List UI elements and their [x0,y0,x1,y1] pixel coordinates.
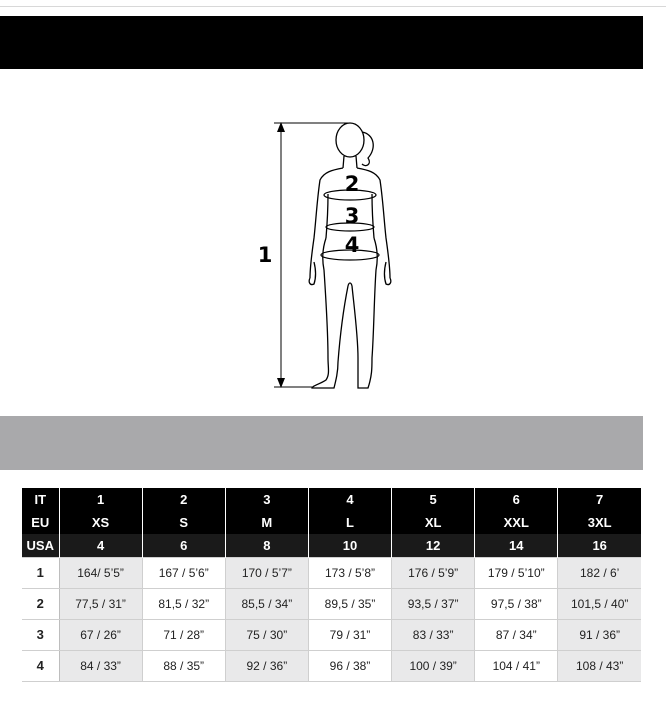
woman-silhouette-diagram [250,110,410,400]
table-cell: 93,5 / 37” [392,588,475,619]
header-cell: 14 [475,534,558,557]
table-cell: 92 / 36” [225,650,308,681]
label-4: 4 [344,233,360,257]
header-row-usa [22,534,641,557]
table-cell: 167 / 5’6” [142,557,225,588]
row-label: USA [22,534,59,557]
table-cell: 101,5 / 40” [558,588,641,619]
table-cell: 81,5 / 32” [142,588,225,619]
row-label: IT [22,488,59,511]
header-cell: 7 [558,488,641,511]
table-cell: 85,5 / 34” [225,588,308,619]
header-cell: 3XL [558,511,641,534]
table-cell: 88 / 35” [142,650,225,681]
header-cell: 3 [225,488,308,511]
header-cell: 4 [59,534,142,557]
label-2: 2 [344,172,360,196]
table-row [22,619,641,650]
header-cell: L [308,511,391,534]
table-cell: 179 / 5’10” [475,557,558,588]
header-cell: 8 [225,534,308,557]
top-divider [0,6,666,7]
header-row-it [22,488,641,511]
header-cell: 5 [392,488,475,511]
table-row [22,557,641,588]
table-cell: 176 / 5’9” [392,557,475,588]
header-cell: XL [392,511,475,534]
header-cell: 12 [392,534,475,557]
table-cell: 170 / 5’7” [225,557,308,588]
header-cell: 10 [308,534,391,557]
table-cell: 97,5 / 38” [475,588,558,619]
row-label: 4 [22,650,59,681]
size-chart-table [22,488,641,682]
header-cell: M [225,511,308,534]
label-3: 3 [344,204,360,228]
row-label: 2 [22,588,59,619]
table-cell: 182 / 6’ [558,557,641,588]
table-cell: 67 / 26” [59,619,142,650]
header-cell: 4 [308,488,391,511]
table-cell: 96 / 38” [308,650,391,681]
row-label: EU [22,511,59,534]
header-cell: 1 [59,488,142,511]
table-cell: 71 / 28” [142,619,225,650]
table-cell: 83 / 33” [392,619,475,650]
table-cell: 108 / 43” [558,650,641,681]
table-cell: 75 / 30” [225,619,308,650]
table-row [22,650,641,681]
row-label: 1 [22,557,59,588]
header-cell: S [142,511,225,534]
table-cell: 104 / 41” [475,650,558,681]
row-label: 3 [22,619,59,650]
header-banner [0,16,643,69]
header-cell: 6 [475,488,558,511]
table-cell: 84 / 33” [59,650,142,681]
body-measurement-figure [250,110,410,400]
table-row [22,588,641,619]
table-cell: 87 / 34” [475,619,558,650]
table-cell: 173 / 5’8” [308,557,391,588]
table-cell: 89,5 / 35” [308,588,391,619]
header-cell: 16 [558,534,641,557]
table-cell: 100 / 39” [392,650,475,681]
header-cell: 2 [142,488,225,511]
header-cell: 6 [142,534,225,557]
section-banner [0,416,643,470]
table-cell: 79 / 31” [308,619,391,650]
table-cell: 164/ 5’5” [59,557,142,588]
table-cell: 77,5 / 31” [59,588,142,619]
header-cell: XXL [475,511,558,534]
table-cell: 91 / 36” [558,619,641,650]
label-1: 1 [257,243,273,267]
header-cell: XS [59,511,142,534]
header-row-eu [22,511,641,534]
